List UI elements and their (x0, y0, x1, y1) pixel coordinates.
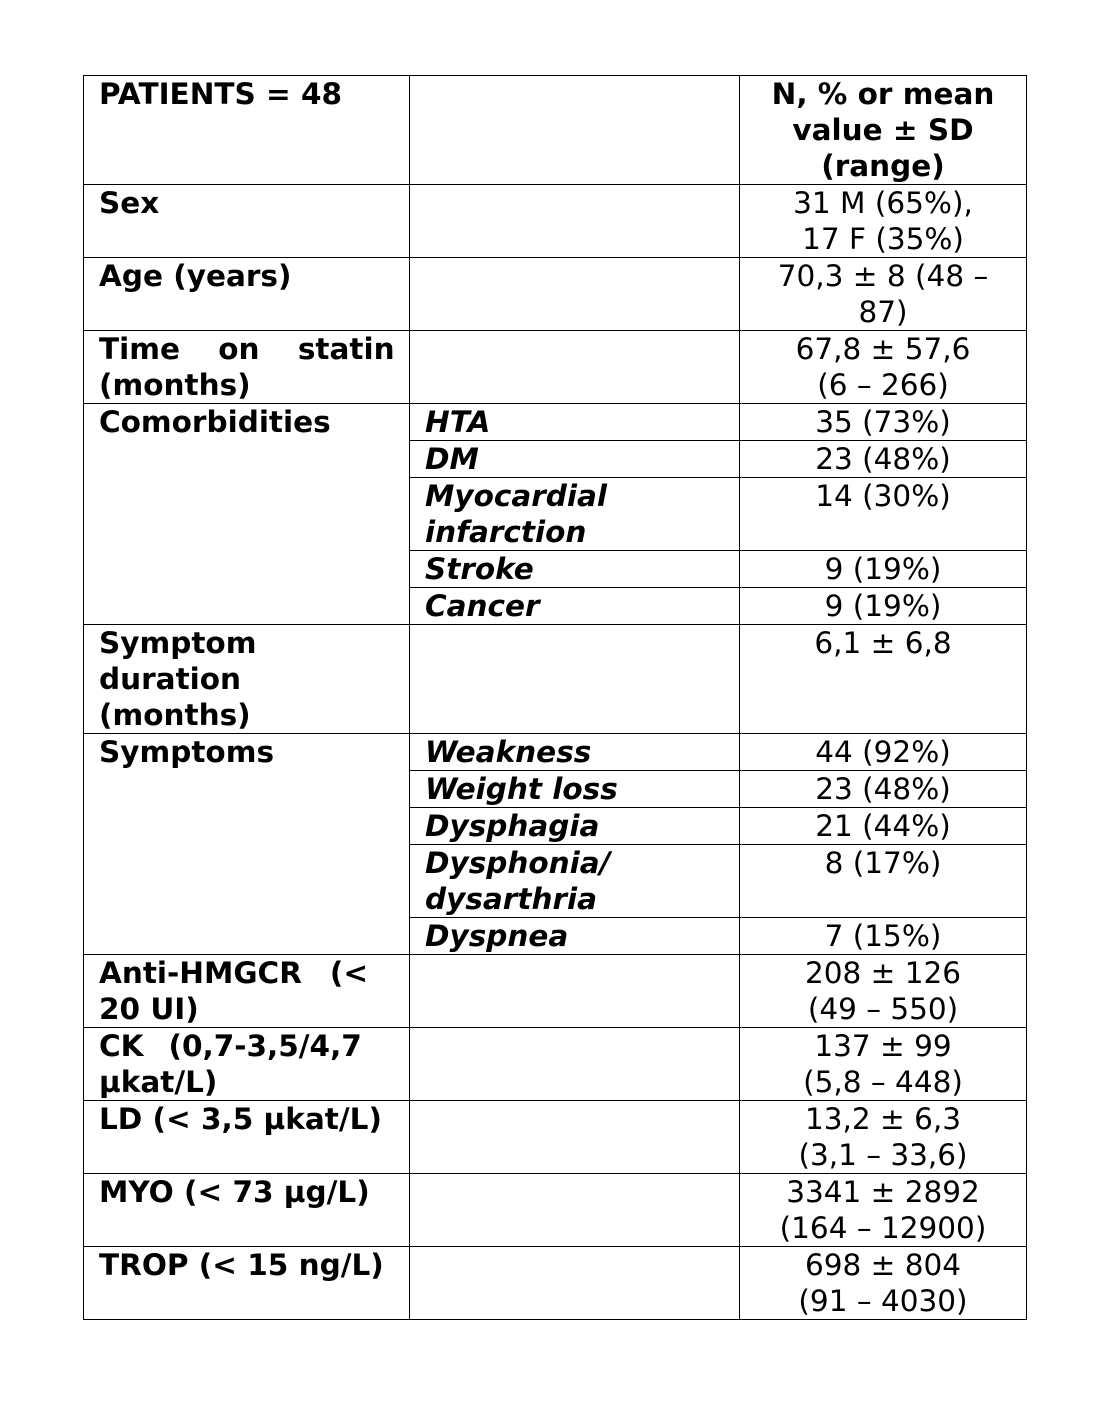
comorbidity-name-line-1: Myocardial (425, 479, 608, 513)
comorbidity-value-cell (740, 478, 1027, 551)
comorbidity-name-cell (410, 478, 740, 551)
comorbidity-value: 9 (19%) (824, 589, 942, 623)
symptom-value: 7 (15%) (824, 919, 942, 953)
symptom-row (84, 734, 1027, 771)
symptoms-label-cell (84, 734, 410, 955)
comorbidity-value-cell (740, 404, 1027, 441)
empty-cell (410, 185, 740, 258)
symptom-duration-label-line-2: duration (99, 662, 242, 696)
empty-cell (410, 76, 740, 185)
ld-label-cell (84, 1101, 410, 1174)
sex-label-cell (84, 185, 410, 258)
time-on-statin-value-line-2: (6 – 266) (817, 368, 949, 402)
symptom-value-cell (740, 845, 1027, 918)
symptom-name-cell (410, 734, 740, 771)
sex-value-cell (740, 185, 1027, 258)
ck-value-line-2: (5,8 – 448) (803, 1065, 963, 1099)
trop-value-cell (740, 1247, 1027, 1320)
age-value-line-1: 70,3 ± 8 (48 – (777, 259, 989, 293)
comorbidities-label-cell (84, 404, 410, 625)
ld-value-line-2: (3,1 – 33,6) (798, 1138, 968, 1172)
empty-cell (410, 1101, 740, 1174)
comorbidity-value: 9 (19%) (824, 552, 942, 586)
value-header-line-3: (range) (821, 149, 945, 183)
sex-value-line-2: 17 F (35%) (802, 222, 964, 256)
sex-value-line-1: 31 M (65%), (793, 186, 973, 220)
comorbidity-name: HTA (425, 405, 491, 439)
symptom-duration-label-cell (84, 625, 410, 734)
empty-cell (410, 1174, 740, 1247)
comorbidity-name-cell (410, 588, 740, 625)
patients-count-cell (84, 76, 410, 185)
symptom-name: Weight loss (425, 772, 618, 806)
symptom-value-cell (740, 734, 1027, 771)
comorbidity-name-cell (410, 441, 740, 478)
symptom-duration-label-line-3: (months) (99, 698, 251, 732)
age-label: Age (years) (99, 259, 292, 293)
ld-value-line-1: 13,2 ± 6,3 (804, 1102, 962, 1136)
comorbidity-row (84, 404, 1027, 441)
trop-label-cell (84, 1247, 410, 1320)
empty-cell (410, 1247, 740, 1320)
comorbidities-label: Comorbidities (99, 405, 331, 439)
trop-label: TROP (< 15 ng/L) (99, 1248, 384, 1282)
anti-hmgcr-label-cell (84, 955, 410, 1028)
time-on-statin-row (84, 331, 1027, 404)
anti-hmgcr-value-cell (740, 955, 1027, 1028)
anti-hmgcr-row (84, 955, 1027, 1028)
symptom-name-cell (410, 808, 740, 845)
anti-hmgcr-label-line-2: 20 UI) (99, 992, 199, 1026)
symptom-duration-row (84, 625, 1027, 734)
empty-cell (410, 625, 740, 734)
symptom-value-cell (740, 771, 1027, 808)
patient-characteristics-table (83, 75, 1027, 1320)
ck-label-line-1: CK (0,7-3,5/4,7 (99, 1029, 362, 1063)
header-row (84, 76, 1027, 185)
ld-label: LD (< 3,5 µkat/L) (99, 1102, 382, 1136)
anti-hmgcr-value-line-1: 208 ± 126 (804, 956, 962, 990)
ck-label-cell (84, 1028, 410, 1101)
myo-row (84, 1174, 1027, 1247)
empty-cell (410, 258, 740, 331)
empty-cell (410, 955, 740, 1028)
comorbidity-name: DM (425, 442, 479, 476)
comorbidity-value-cell (740, 441, 1027, 478)
symptom-value-cell (740, 808, 1027, 845)
symptom-name: Weakness (425, 735, 592, 769)
age-value-line-2: 87) (858, 295, 908, 329)
ck-value-line-1: 137 ± 99 (814, 1029, 952, 1063)
time-on-statin-label-line-1: Time on statin (99, 332, 395, 366)
symptom-name-cell (410, 918, 740, 955)
anti-hmgcr-label-line-1: Anti-HMGCR (< (99, 956, 369, 990)
comorbidity-value: 14 (30%) (815, 479, 951, 513)
comorbidity-value: 35 (73%) (815, 405, 951, 439)
symptom-duration-label-line-1: Symptom (99, 626, 257, 660)
symptoms-label: Symptoms (99, 735, 274, 769)
anti-hmgcr-value-line-2: (49 – 550) (807, 992, 959, 1026)
symptom-name-line-2: dysarthria (425, 882, 598, 916)
symptom-value: 21 (44%) (815, 809, 951, 843)
comorbidity-value-cell (740, 551, 1027, 588)
symptom-name: Dyspnea (425, 919, 569, 953)
comorbidity-name-cell (410, 551, 740, 588)
comorbidity-name-line-2: infarction (425, 515, 587, 549)
myo-value-cell (740, 1174, 1027, 1247)
value-header-cell (740, 76, 1027, 185)
symptom-name-line-1: Dysphonia/ (425, 846, 611, 880)
comorbidity-name: Cancer (425, 589, 540, 623)
trop-row (84, 1247, 1027, 1320)
symptom-name-cell (410, 845, 740, 918)
age-row (84, 258, 1027, 331)
myo-label: MYO (< 73 µg/L) (99, 1175, 370, 1209)
ck-row (84, 1028, 1027, 1101)
symptom-duration-value-cell (740, 625, 1027, 734)
age-value-cell (740, 258, 1027, 331)
comorbidity-name: Stroke (425, 552, 534, 586)
trop-value-line-1: 698 ± 804 (804, 1248, 962, 1282)
comorbidity-name-cell (410, 404, 740, 441)
comorbidity-value-cell (740, 588, 1027, 625)
value-header-line-2: value ± SD (792, 113, 974, 147)
myo-label-cell (84, 1174, 410, 1247)
time-on-statin-value-line-1: 67,8 ± 57,6 (795, 332, 971, 366)
symptom-duration-value: 6,1 ± 6,8 (814, 626, 952, 660)
symptom-value-cell (740, 918, 1027, 955)
symptom-name: Dysphagia (425, 809, 600, 843)
time-on-statin-value-cell (740, 331, 1027, 404)
symptom-value: 44 (92%) (815, 735, 951, 769)
time-on-statin-label-cell (84, 331, 410, 404)
trop-value-line-2: (91 – 4030) (798, 1284, 968, 1318)
ck-value-cell (740, 1028, 1027, 1101)
symptom-value: 23 (48%) (815, 772, 951, 806)
symptom-value: 8 (17%) (824, 846, 942, 880)
ck-label-line-2: µkat/L) (99, 1065, 218, 1099)
myo-value-line-2: (164 – 12900) (779, 1211, 987, 1245)
myo-value-line-1: 3341 ± 2892 (786, 1175, 980, 1209)
comorbidity-value: 23 (48%) (815, 442, 951, 476)
time-on-statin-label-line-2: (months) (99, 368, 251, 402)
age-label-cell (84, 258, 410, 331)
patients-count: PATIENTS = 48 (99, 77, 343, 111)
value-header-line-1: N, % or mean (771, 77, 995, 111)
symptom-name-cell (410, 771, 740, 808)
sex-label: Sex (99, 186, 160, 220)
ld-row (84, 1101, 1027, 1174)
empty-cell (410, 331, 740, 404)
empty-cell (410, 1028, 740, 1101)
sex-row (84, 185, 1027, 258)
ld-value-cell (740, 1101, 1027, 1174)
